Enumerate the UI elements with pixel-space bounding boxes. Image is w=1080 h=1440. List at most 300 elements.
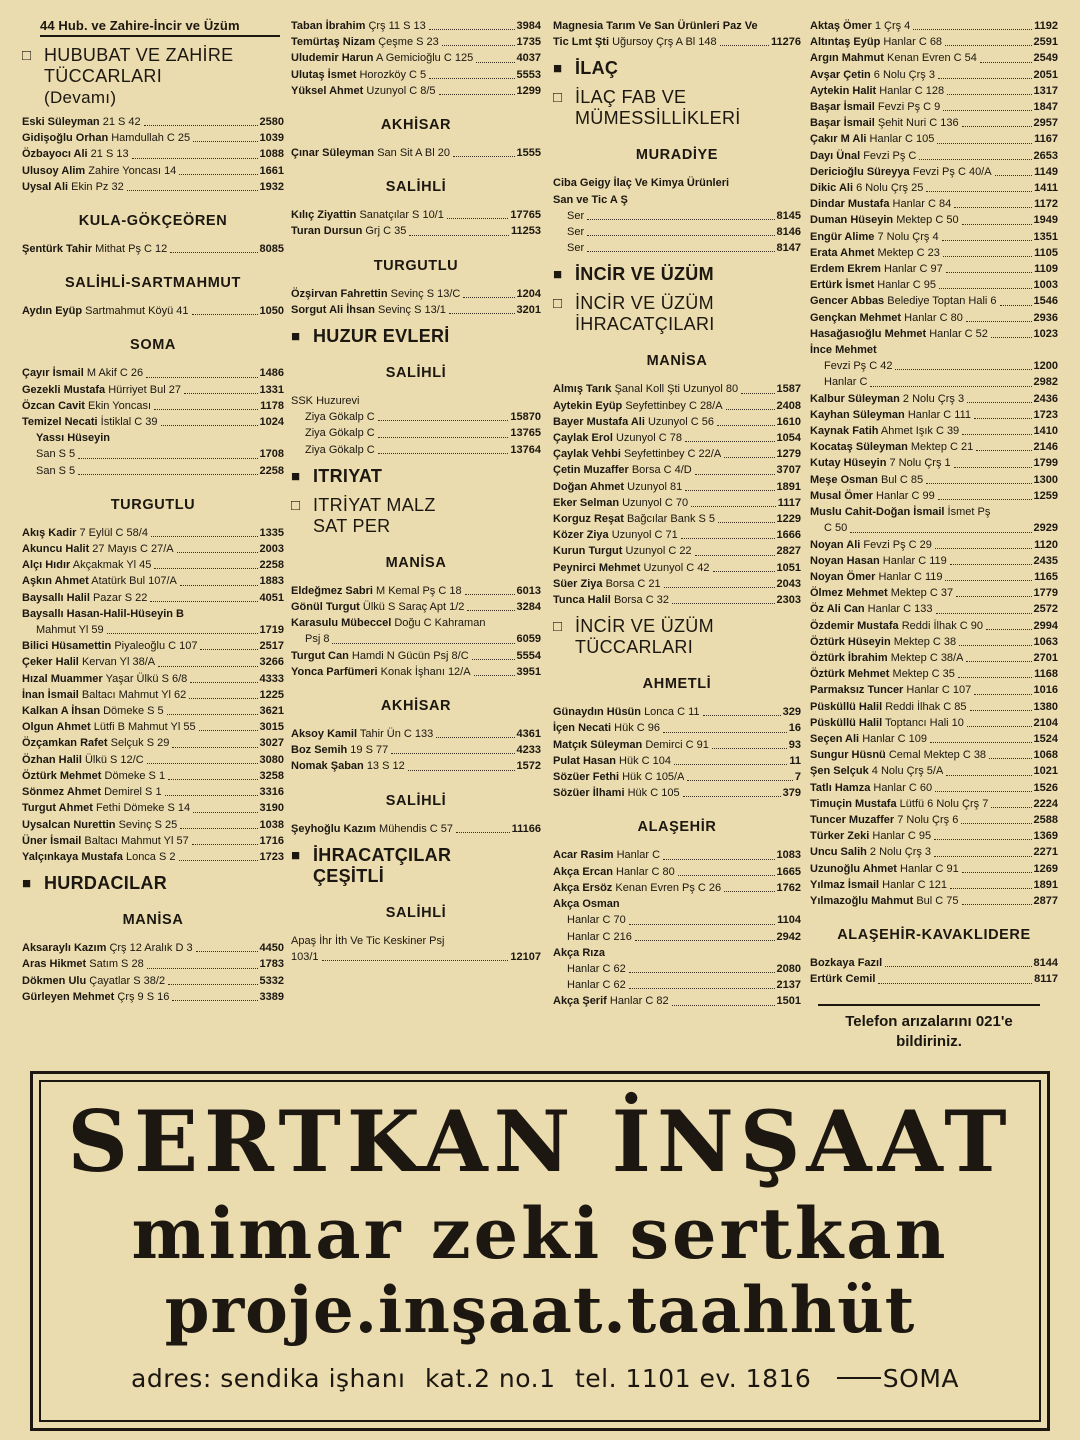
category-title: İNCİR VE ÜZÜM İHRACATÇILARI	[575, 293, 715, 335]
listing-address: Uzunyol 81	[627, 480, 683, 493]
listing-name	[553, 720, 660, 736]
listing-phone: 1486	[259, 367, 284, 380]
dot-leader	[966, 321, 1032, 322]
listing-row	[810, 229, 1058, 245]
dot-leader	[154, 409, 258, 410]
listing-name	[22, 382, 181, 398]
listing-surname: Parmaksız Tuncer	[810, 684, 904, 697]
listing-surname: Çınar Süleyman	[291, 147, 375, 160]
listing-row	[810, 780, 1058, 796]
listing-surname: İnan İsmail	[22, 688, 79, 701]
dot-leader	[674, 764, 787, 765]
listing-name	[810, 358, 892, 374]
listing-surname: Bilici Hüsamettin	[22, 640, 112, 653]
listing-row	[810, 650, 1058, 666]
listing-address: San S 5	[36, 448, 76, 461]
listing-name	[553, 737, 709, 753]
listing-surname: Gürleyen Mehmet	[22, 990, 115, 1003]
dot-leader	[409, 235, 509, 236]
listing-address: Uzunyol C 22	[625, 545, 692, 558]
listing-surname: Tic Lmt Şti	[553, 36, 610, 49]
listing-name	[22, 414, 158, 430]
listing-address: Uzunyol C 71	[611, 529, 678, 542]
dot-leader	[78, 458, 257, 459]
listing-address: Fethi Dömeke S 14	[95, 802, 191, 815]
category-title: ITRIYAT	[313, 465, 383, 486]
listing-name	[22, 130, 190, 146]
listing-row	[22, 446, 284, 462]
filled-square-icon: ■	[291, 328, 301, 346]
listing-phone: 3266	[259, 656, 284, 669]
listing-row	[810, 131, 1058, 147]
listing-phone: 1723	[259, 850, 284, 863]
dot-leader	[980, 62, 1032, 63]
listing-name	[291, 599, 464, 615]
listing-row	[810, 971, 1058, 987]
listing-name	[291, 664, 471, 680]
listing-group	[553, 704, 801, 801]
listing-row	[22, 365, 284, 381]
listing-phone: 13764	[510, 443, 541, 456]
listing-surname: Dökmen Ulu	[22, 974, 87, 987]
listing-surname: Dikic Ali	[810, 182, 853, 195]
listing-row	[291, 425, 541, 441]
category-title-wrap	[313, 495, 436, 537]
listing-name	[810, 537, 932, 553]
listing-address: Hanlar C	[824, 376, 868, 389]
listing-phone: 1610	[776, 415, 801, 428]
listing-row	[553, 704, 801, 720]
city-heading: TURGUTLU	[110, 496, 196, 513]
listing-name	[291, 18, 426, 34]
listing-row	[291, 67, 541, 83]
listing-surname: Argın Mahmut	[810, 52, 884, 65]
dot-leader	[930, 742, 1032, 743]
listing-name	[22, 989, 169, 1005]
listing-address: Bul C 85	[880, 473, 924, 486]
listing-address: Hanlar C 216	[567, 930, 632, 943]
dot-leader	[678, 875, 775, 876]
dot-leader	[878, 983, 1032, 984]
dot-leader	[970, 710, 1032, 711]
listing-address: Fevzi Pş C 42	[824, 360, 893, 373]
dot-leader	[199, 730, 258, 731]
city-heading: SOMA	[130, 337, 176, 354]
listing-name	[810, 504, 990, 520]
listing-phone: 2303	[776, 594, 801, 607]
listing-address: Piyaleoğlu C 107	[114, 640, 198, 653]
city-heading: MANİSA	[646, 353, 708, 370]
listing-surname: Yılmaz İsmail	[810, 878, 880, 891]
listing-surname: Meşe Osman	[810, 473, 878, 486]
listing-name	[291, 207, 444, 223]
listing-phone: 3951	[516, 665, 541, 678]
dot-leader	[78, 474, 257, 475]
dot-leader	[685, 441, 774, 442]
dot-leader	[685, 490, 774, 491]
listing-surname: San ve Tic A Ş	[553, 193, 628, 206]
listing-address: Lütfi B Mahmut Yl 55	[93, 721, 196, 734]
listing-address: Ülkü S 12/C	[84, 753, 144, 766]
listing-address: Hanlar C 80	[904, 311, 963, 324]
listing-phone: 2517	[259, 640, 284, 653]
listing-name	[553, 592, 669, 608]
listing-name	[22, 557, 151, 573]
listing-surname: Özhan Halil	[22, 753, 82, 766]
listing-row	[22, 849, 284, 865]
listing-phone: 1105	[1034, 246, 1058, 259]
dot-leader	[966, 661, 1031, 662]
dot-leader	[146, 377, 257, 378]
listing-phone: 2936	[1033, 311, 1058, 324]
listing-phone: 15870	[510, 411, 541, 424]
listing-address: Hanlar C 133	[867, 603, 933, 616]
ad-architect-name: mimar zeki sertkan	[131, 1192, 949, 1275]
listing-phone: 3389	[259, 990, 284, 1003]
listing-name	[553, 224, 584, 240]
listing-surname: Çaylak Erol	[553, 432, 613, 445]
listing-surname: Yonca Parfümeri	[291, 665, 378, 678]
listing-phone: 2080	[776, 962, 801, 975]
listing-phone: 1331	[259, 383, 284, 396]
listing-name	[553, 977, 626, 993]
listing-address: Kenan Evren C 54	[887, 52, 977, 65]
listing-address: Hanlar C 91	[900, 862, 959, 875]
category-title-wrap	[313, 845, 451, 887]
listing-name	[553, 993, 669, 1009]
dot-leader	[885, 966, 1031, 967]
category-title: HUZUR EVLERİ	[313, 326, 450, 347]
dot-leader	[991, 807, 1031, 808]
listing-name	[810, 569, 942, 585]
listing-row	[810, 796, 1058, 812]
category-title-wrap	[44, 873, 167, 894]
listing-name	[810, 828, 931, 844]
listing-group	[291, 583, 541, 680]
listing-address: Sevinç S 13/C	[390, 287, 461, 300]
listing-surname: Kutay Hüseyin	[810, 457, 887, 470]
category-title: İLAÇ	[575, 58, 619, 79]
listing-name	[22, 638, 197, 654]
listing-name	[291, 67, 426, 83]
listing-phone: 1762	[776, 881, 801, 894]
listing-phone: 1117	[777, 496, 801, 509]
listing-surname: Duman Hüseyin	[810, 214, 894, 227]
listing-name	[291, 302, 446, 318]
listing-name	[291, 83, 436, 99]
listing-surname: Sorgut Ali İhsan	[291, 303, 375, 316]
listing-phone: 8144	[1033, 957, 1058, 970]
listing-address: Sevinç S 13/1	[378, 303, 446, 316]
dot-leader	[463, 297, 514, 298]
listing-surname: Üner İsmail	[22, 834, 82, 847]
listing-surname: Erata Ahmet	[810, 246, 875, 259]
listing-address: Hanlar C 119	[882, 554, 947, 567]
listing-name	[553, 864, 675, 880]
listing-address: Borsa C 21	[605, 577, 661, 590]
listing-row	[22, 940, 284, 956]
listing-address: Kervan Yl 38/A	[81, 656, 156, 669]
listing-surname: Ölmez Mehmet	[810, 587, 888, 600]
listing-address: Fevzi Pş C	[863, 149, 917, 162]
listing-row	[22, 800, 284, 816]
dot-leader	[170, 252, 257, 253]
listing-surname: Sungur Hüsnü	[810, 749, 886, 762]
listing-surname: Nomak Şaban	[291, 760, 364, 773]
listing-phone: 2701	[1033, 651, 1058, 664]
listing-row	[810, 537, 1058, 553]
listing-phone: 5553	[516, 68, 541, 81]
listing-phone: 8145	[776, 209, 801, 222]
city-heading: MANİSA	[122, 912, 184, 929]
dot-leader	[179, 174, 257, 175]
dot-leader	[713, 571, 775, 572]
listing-surname: Acar Rasim	[553, 849, 614, 862]
listing-address: Ser	[567, 242, 585, 255]
listing-phone: 11276	[771, 36, 801, 49]
city-heading: ALAŞEHİR-KAVAKLIDERE	[837, 927, 1031, 944]
listing-address: 7 Nolu Çrş 6	[897, 813, 959, 826]
listing-surname: Sönmez Ahmet	[22, 786, 102, 799]
ad-services: proje.inşaat.taahhüt	[164, 1273, 916, 1348]
dot-leader	[942, 240, 1032, 241]
listing-surname: Temürtaş Nizam	[291, 36, 376, 49]
listing-address: Hanlar C 82	[609, 995, 669, 1008]
listing-address: Uzunyol C 56	[647, 415, 715, 428]
listing-name	[291, 631, 329, 647]
dot-leader	[683, 796, 781, 797]
listing-row	[553, 446, 801, 462]
listing-row	[291, 648, 541, 664]
listing-surname: Boz Semih	[291, 744, 348, 757]
city-heading: MANİSA	[385, 554, 447, 571]
listing-row	[810, 358, 1058, 374]
listing-row	[810, 391, 1058, 407]
listing-phone: 3015	[259, 721, 284, 734]
dot-leader	[132, 158, 258, 159]
listing-surname: Dericioğlu Süreyya	[810, 165, 910, 178]
dot-leader	[950, 888, 1032, 889]
listing-name	[553, 240, 584, 256]
listing-address: Şanal Koll Şti Uzunyol 80	[614, 383, 739, 396]
listing-name	[22, 590, 147, 606]
listing-surname: Şeyhoğlu Kazım	[291, 822, 376, 835]
listing-row	[22, 973, 284, 989]
listing-name	[810, 196, 951, 212]
listing-surname: Kaynak Fatih	[810, 425, 879, 438]
listing-address: Demirel S 1	[104, 786, 162, 799]
listing-row	[553, 495, 801, 511]
listing-row	[810, 585, 1058, 601]
dot-leader	[472, 659, 515, 660]
city-heading: SALİHLİ	[385, 792, 447, 809]
listing-surname: Altıntaş Eyüp	[810, 36, 881, 49]
listing-row	[810, 682, 1058, 698]
listing-phone: 1225	[259, 688, 284, 701]
listing-surname: Muslu Cahit-Doğan İsmail	[810, 506, 945, 519]
listing-address: 2 Nolu Çrş 3	[869, 846, 932, 859]
listing-surname: Dayı Ünal	[810, 149, 861, 162]
listing-row	[22, 833, 284, 849]
listing-row	[810, 520, 1058, 536]
listing-surname: Pulat Hasan	[553, 754, 616, 767]
listing-address: Hanlar C 95	[877, 279, 936, 292]
listing-phone: 1380	[1033, 700, 1058, 713]
listing-row	[553, 864, 801, 880]
listing-surname: Temizel Necati	[22, 416, 98, 429]
listing-surname: Erdem Ekrem	[810, 263, 881, 276]
listing-name	[810, 971, 875, 987]
listing-phone: 329	[782, 706, 801, 719]
listing-name	[291, 50, 473, 66]
listing-address: Hanlar C 52	[929, 327, 988, 340]
listing-address: Çeşme S 23	[378, 36, 439, 49]
listing-surname: Akça Rıza	[553, 946, 605, 959]
listing-name	[553, 430, 682, 446]
dot-leader	[926, 191, 1032, 192]
listing-address: Hamdi N Gücün Psj 8/C	[351, 649, 469, 662]
listing-name	[291, 821, 453, 837]
listing-row	[22, 956, 284, 972]
listing-address: İstiklal C 39	[100, 416, 158, 429]
listing-row	[291, 742, 541, 758]
listing-name	[291, 442, 375, 458]
listing-surname: Ertürk İsmet	[810, 279, 875, 292]
listing-row	[810, 423, 1058, 439]
listing-row	[553, 224, 801, 240]
listing-name	[553, 398, 723, 414]
listing-name	[291, 726, 433, 742]
listing-row	[810, 407, 1058, 423]
category-heading	[553, 616, 801, 658]
listing-address: Çrş 11 S 13	[368, 20, 426, 32]
listing-phone: 4333	[259, 672, 284, 685]
listing-surname: Ciba Geigy İlaç Ve Kimya Ürünleri	[553, 177, 730, 190]
listing-surname: Kalbur Süleyman	[810, 392, 900, 405]
listing-name	[810, 861, 959, 877]
listing-phone: 1501	[776, 995, 801, 1008]
listing-phone: 1168	[1034, 668, 1058, 681]
listing-name	[22, 430, 110, 446]
listing-name	[22, 179, 124, 195]
listing-surname: Baysallı Halil	[22, 591, 90, 604]
listing-phone: 1708	[259, 448, 284, 461]
listing-surname: Çaylak Vehbi	[553, 448, 621, 461]
dot-leader	[172, 747, 257, 748]
listing-phone: 2957	[1033, 117, 1058, 130]
listing-row	[291, 442, 541, 458]
dot-leader	[663, 859, 775, 860]
listing-phone: 4051	[259, 591, 284, 604]
listing-phone: 3080	[259, 753, 284, 766]
dot-leader	[989, 758, 1031, 759]
listing-address: Uzunyol C 78	[615, 432, 683, 445]
listing-phone: 3258	[259, 769, 284, 782]
listing-address: Ülkü S Saraç Apt 1/2	[362, 601, 465, 614]
listing-surname: Eski Süleyman	[22, 116, 100, 128]
city-heading: MURADİYE	[635, 147, 719, 164]
listing-address: Hanlar C 121	[882, 878, 947, 891]
category-title: HUBUBAT VE ZAHİRE TÜCCARLARI	[44, 45, 234, 86]
open-square-icon: □	[553, 89, 563, 107]
listing-phone: 1178	[260, 399, 284, 412]
listing-address: 19 S 77	[350, 744, 389, 757]
dot-leader	[967, 402, 1031, 403]
listing-row	[810, 99, 1058, 115]
dot-leader	[943, 110, 1031, 111]
listing-address: Hamdullah C 25	[111, 132, 191, 145]
listing-address: Dömeke S 5	[103, 705, 164, 718]
listing-phone: 16	[788, 722, 801, 735]
listing-surname: Öztürk Mehmet	[810, 668, 890, 681]
listing-name	[810, 50, 977, 66]
dot-leader	[629, 988, 775, 989]
listing-surname: Özşirvan Fahrettin	[291, 287, 388, 300]
listing-address: Ser	[567, 226, 585, 239]
listing-address: Demirci C 91	[645, 738, 709, 751]
listing-surname: Öztürk Hüseyin	[810, 635, 891, 648]
listing-phone: 1891	[776, 480, 801, 493]
listing-name	[810, 67, 935, 83]
listing-name	[22, 784, 162, 800]
dot-leader	[946, 775, 1031, 776]
listing-name	[553, 929, 632, 945]
dot-leader	[976, 450, 1031, 451]
listing-row	[553, 462, 801, 478]
listing-phone: 2827	[776, 545, 801, 558]
listing-phone: 3284	[516, 601, 541, 614]
listing-row	[810, 164, 1058, 180]
listing-row	[553, 945, 801, 961]
listing-surname: Özdemir Mustafa	[810, 619, 899, 632]
listing-row	[810, 212, 1058, 228]
listing-name	[810, 277, 936, 293]
listing-row	[810, 326, 1058, 342]
city-heading: TURGUTLU	[373, 257, 459, 274]
listing-row	[553, 961, 801, 977]
listing-name	[291, 933, 444, 949]
dot-leader	[870, 386, 1031, 387]
listing-address: Hanlar C 119	[878, 570, 943, 583]
listing-address: Sevinç S 25	[118, 818, 178, 831]
dot-leader	[635, 940, 775, 941]
listing-phone: 6013	[516, 584, 541, 597]
listing-surname: Öztürk İbrahim	[810, 651, 888, 664]
listing-address: Akçakmak Yl 45	[72, 559, 152, 572]
listing-phone: 1024	[259, 416, 284, 429]
listing-name	[810, 342, 877, 358]
dot-leader	[947, 94, 1031, 95]
listing-address: Borsa C 32	[613, 594, 669, 607]
filled-square-icon: ■	[22, 875, 32, 893]
listing-phone: 2271	[1033, 846, 1058, 859]
listing-row	[810, 67, 1058, 83]
listing-phone: 1003	[1033, 279, 1058, 292]
listing-name	[22, 817, 177, 833]
listing-phone: 2591	[1033, 36, 1058, 49]
listing-surname: Bozkaya Fazıl	[810, 957, 883, 970]
listing-surname: Aktaş Ömer	[810, 20, 872, 32]
listing-address: Satım S 28	[89, 958, 144, 971]
column-1	[22, 18, 284, 1005]
listing-address: Mektep C 38	[893, 635, 957, 648]
listing-address: İsmet Pş	[947, 506, 991, 519]
dot-leader	[946, 272, 1032, 273]
listing-address: M Kemal Pş C 18	[375, 584, 462, 597]
listing-row	[291, 83, 541, 99]
listing-row	[810, 601, 1058, 617]
listing-group	[810, 955, 1058, 987]
